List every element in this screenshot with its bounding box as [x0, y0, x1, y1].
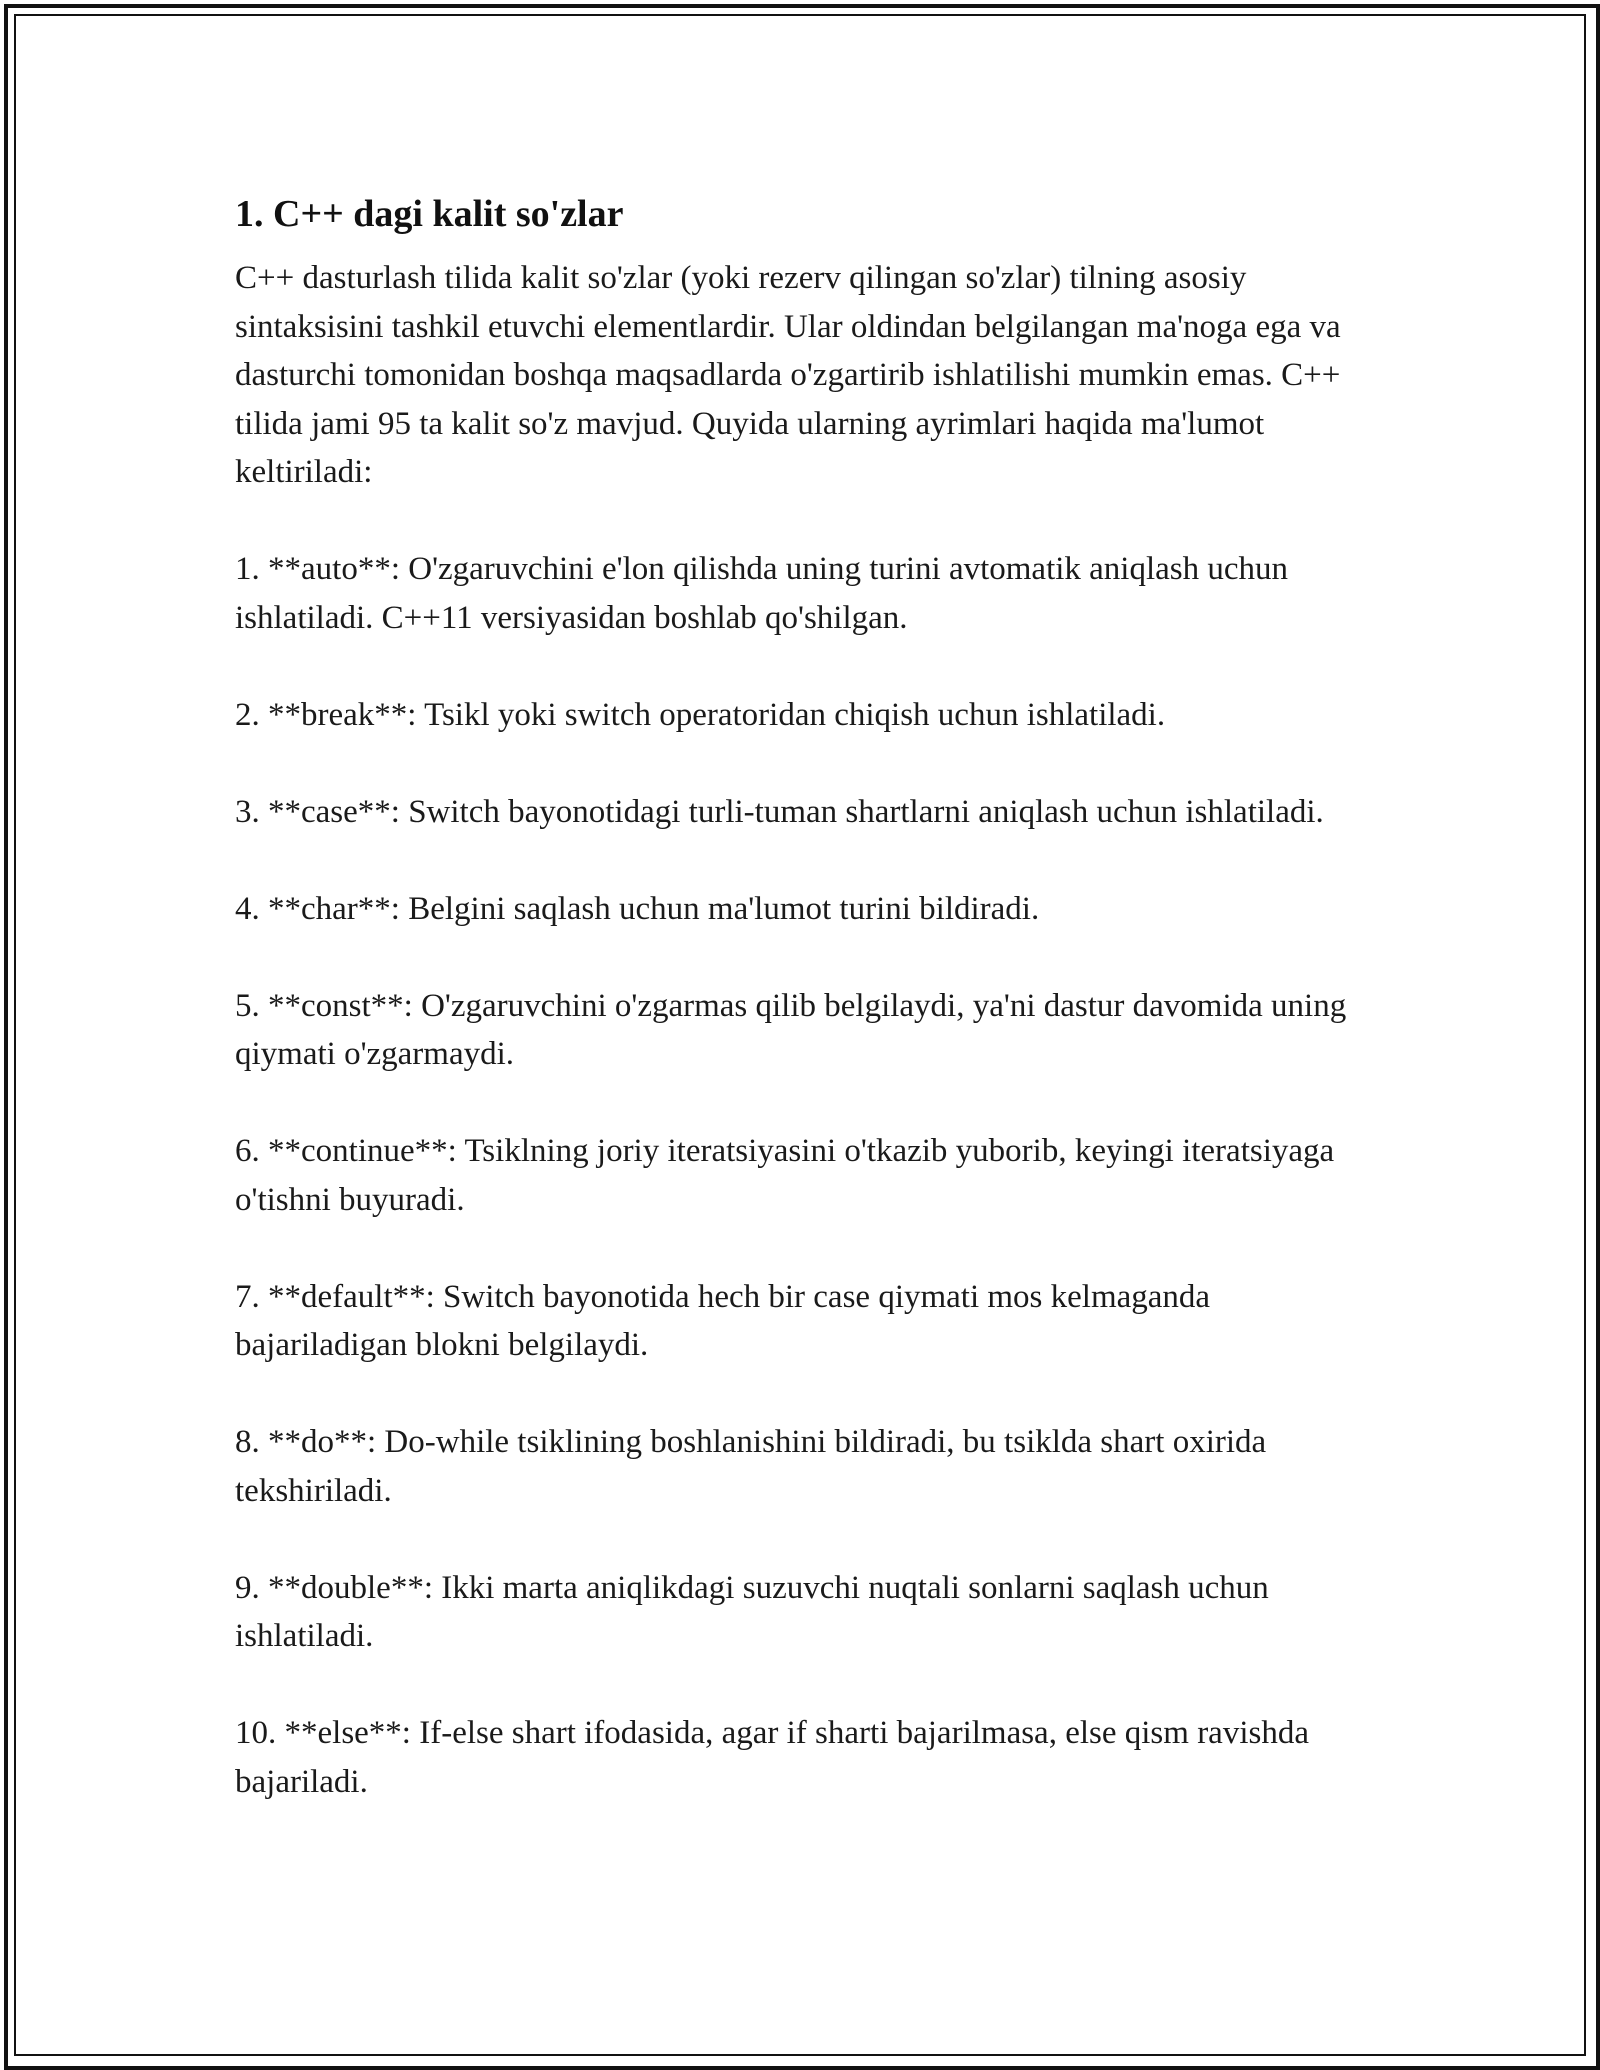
section-heading: 1. C++ dagi kalit so'zlar — [235, 193, 624, 235]
keyword-item-const: 5. **const**: O'zgaruvchini o'zgarmas qilib belgilaydi, ya'ni dastur davomida uning qiymati o'zgarmaydi. — [235, 987, 1347, 1072]
keyword-item-continue: 6. **continue**: Tsiklning joriy iteratsiyasini o'tkazib yuborib, keyingi iteratsiyaga o'tishni buyuradi. — [235, 1133, 1335, 1218]
keyword-item-double: 9. **double**: Ikki marta aniqlikdagi suzuvchi nuqtali sonlarni saqlash uchun ishlatiladi. — [235, 1569, 1269, 1654]
keyword-item-break: 2. **break**: Tsikl yoki switch operatoridan chiqish uchun ishlatiladi. — [235, 696, 1166, 733]
document-body — [235, 186, 1375, 1855]
keyword-item-default: 7. **default**: Switch bayonotida hech bir case qiymati mos kelmaganda bajariladigan blokni belgilaydi. — [235, 1278, 1211, 1363]
keyword-item-char: 4. **char**: Belgini saqlash uchun ma'lumot turini bildiradi. — [235, 890, 1040, 927]
intro-paragraph: C++ dasturlash tilida kalit so'zlar (yoki rezerv qilingan so'zlar) tilning asosiy sintaksisini tashkil etuvchi elementlardir. Ular oldindan belgilangan ma'noga ega va dasturchi tomonidan boshqa maqsadlarda o'zgartirib ishlatilishi mumkin emas. C++ tilida jami 95 ta kalit so'z mavjud. Quyida ularning ayrimlari haqida ma'lumot keltiriladi: — [235, 260, 1341, 490]
keyword-item-auto: 1. **auto**: O'zgaruvchini e'lon qilishda uning turini avtomatik aniqlash uchun ishlatiladi. C++11 versiyasidan boshlab qo'shilgan. — [235, 551, 1289, 636]
keyword-item-else: 10. **else**: If-else shart ifodasida, agar if sharti bajarilmasa, else qism ravishda bajariladi. — [235, 1715, 1309, 1800]
keyword-item-do: 8. **do**: Do-while tsiklining boshlanishini bildiradi, bu tsiklda shart oxirida tekshiriladi. — [235, 1424, 1267, 1509]
keyword-item-case: 3. **case**: Switch bayonotidagi turli-tuman shartlarni aniqlash uchun ishlatiladi. — [235, 793, 1324, 830]
